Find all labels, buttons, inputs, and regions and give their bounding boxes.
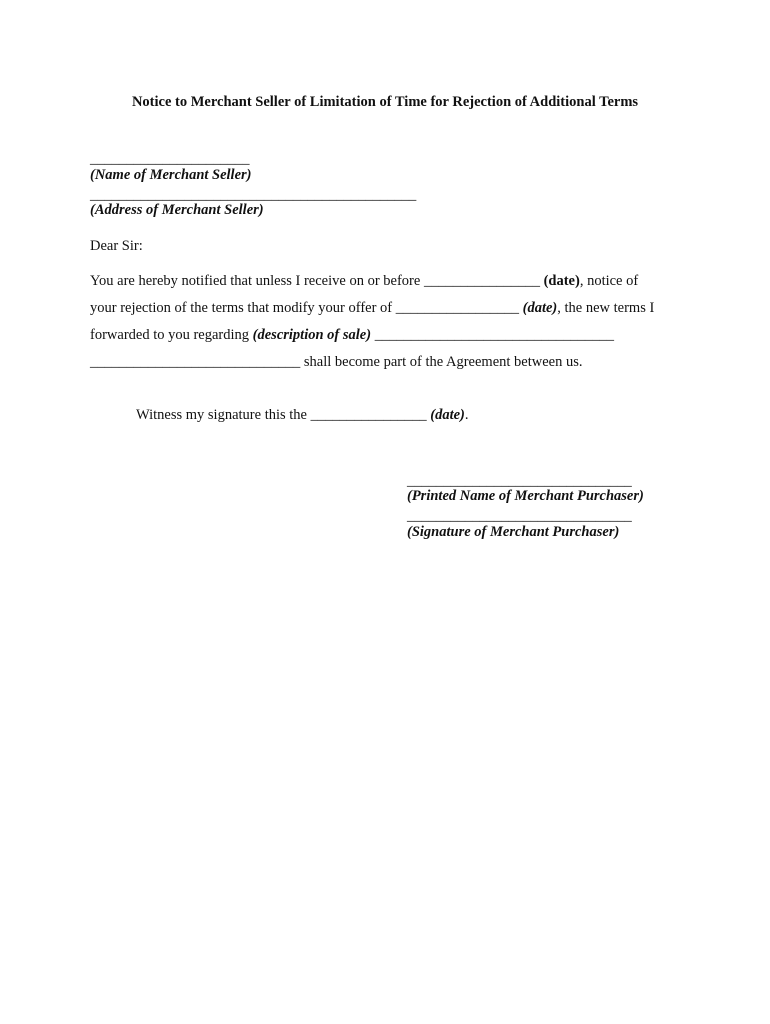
seller-address-label: (Address of Merchant Seller) xyxy=(90,202,264,218)
body-line-3-blank: _________________________________ xyxy=(371,327,614,343)
salutation: Dear Sir: xyxy=(90,238,143,254)
witness-date-label: (date) xyxy=(426,407,465,423)
body-line-1-blank: ________________ xyxy=(423,273,540,289)
witness-tail: . xyxy=(464,407,469,423)
body-line-2-blank: _________________ xyxy=(395,300,520,316)
seller-address-blank: _____________________________________________ xyxy=(90,187,417,203)
body-line-4-blank: _____________________________ xyxy=(90,354,301,370)
body-line-1-date-label: (date) xyxy=(539,273,580,289)
body-line-3-description-label: (description of sale) xyxy=(252,327,372,343)
witness-text: Witness my signature this the xyxy=(136,407,311,423)
body-line-2-tail: , the new terms I xyxy=(557,300,655,316)
body-line-3 xyxy=(90,326,614,344)
body-line-4 xyxy=(90,353,583,371)
seller-name-blank: ______________________ xyxy=(90,151,250,167)
body-line-3-text: forwarded to you regarding xyxy=(90,327,253,343)
seller-name-label: (Name of Merchant Seller) xyxy=(90,167,252,183)
witness-blank: ________________ xyxy=(310,407,427,423)
purchaser-signature-label: (Signature of Merchant Purchaser) xyxy=(407,524,620,540)
body-line-2-text: your rejection of the terms that modify your offer of xyxy=(90,300,396,316)
body-line-1 xyxy=(90,272,638,290)
witness-line xyxy=(136,406,468,424)
body-line-1-text: You are hereby notified that unless I receive on or before xyxy=(90,273,424,289)
body-line-1-tail: , notice of xyxy=(579,273,639,289)
document-title: Notice to Merchant Seller of Limitation of Time for Rejection of Additional Terms xyxy=(131,94,639,110)
body-line-2-date-label: (date) xyxy=(519,300,558,316)
purchaser-printed-label: (Printed Name of Merchant Purchaser) xyxy=(407,488,644,504)
purchaser-signature-blank: _______________________________ xyxy=(407,508,632,524)
purchaser-printed-blank: _______________________________ xyxy=(407,473,632,489)
body-line-2 xyxy=(90,299,654,317)
body-line-4-tail: shall become part of the Agreement between us. xyxy=(300,354,583,370)
